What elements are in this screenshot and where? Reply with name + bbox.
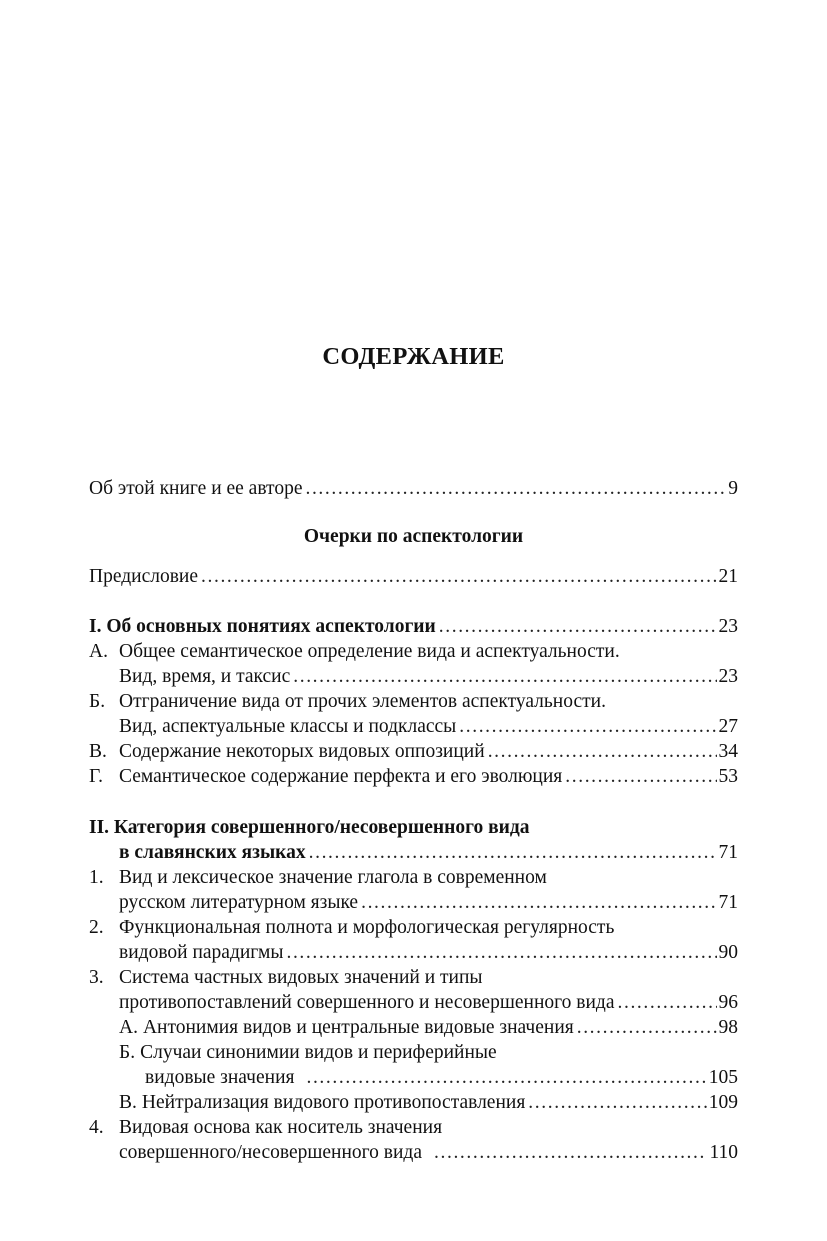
entry-text: в славянских языках — [119, 842, 306, 863]
entry-number: А. — [89, 641, 108, 662]
page-number: 21 — [718, 566, 738, 587]
entry-text: I. Об основных понятиях аспектологии — [89, 616, 436, 637]
page-number: 53 — [718, 766, 738, 787]
entry-number: 1. — [89, 867, 104, 888]
toc-entry-about[interactable] — [89, 477, 738, 501]
entry-number: 4. — [89, 1117, 104, 1138]
leader-dots — [618, 991, 717, 1015]
leader-dots — [293, 665, 716, 689]
page-number: 34 — [718, 741, 738, 762]
page-number: 105 — [708, 1067, 738, 1088]
entry-text: Общее семантическое определение вида и аспектуальности. — [119, 641, 620, 662]
toc-entry-p2-1[interactable] — [89, 866, 738, 890]
toc-entry-p2-3b[interactable] — [119, 1041, 738, 1065]
toc-entry-p1v[interactable] — [89, 740, 738, 764]
toc-entry-p2-4-cont[interactable] — [119, 1141, 738, 1165]
leader-dots — [528, 1091, 706, 1115]
page-number: 71 — [718, 842, 738, 863]
page-title: СОДЕРЖАНИЕ — [322, 343, 505, 370]
toc-entry-p2-4[interactable] — [89, 1116, 738, 1140]
page-number: 27 — [718, 716, 738, 737]
entry-text: Об этой книге и ее авторе — [89, 478, 303, 499]
toc-entry-p2-3a[interactable] — [119, 1016, 738, 1040]
entry-text: совершенного/несовершенного вида — [119, 1142, 423, 1163]
toc-entry-p2-2-cont[interactable] — [119, 941, 738, 965]
page-number: 110 — [709, 1142, 738, 1163]
toc-entry-p1a[interactable] — [89, 640, 738, 664]
entry-text: видовые значения — [145, 1067, 295, 1088]
toc-entry-p1b-cont[interactable] — [119, 715, 738, 739]
entry-text: видовой парадигмы — [119, 942, 284, 963]
entry-text: Вид и лексическое значение глагола в современном — [119, 867, 547, 888]
entry-text: противопоставлений совершенного и несовершенного вида — [119, 992, 615, 1013]
leader-dots — [286, 941, 716, 965]
entry-text: Содержание некоторых видовых оппозиций — [119, 741, 485, 762]
toc-entry-p2-3b-cont[interactable] — [145, 1066, 738, 1090]
toc-entry-p1g[interactable] — [89, 765, 738, 789]
entry-text: Антонимия видов и центральные видовые значения — [142, 1017, 574, 1038]
toc-entry-p2-3[interactable] — [89, 966, 738, 990]
entry-text: Случаи синонимии видов и периферийные — [140, 1042, 497, 1063]
page-number: 98 — [718, 1017, 738, 1038]
toc-entry-p1b[interactable] — [89, 690, 738, 714]
entry-text: Видовая основа как носитель значения — [119, 1117, 443, 1138]
entry-text: Функциональная полнота и морфологическая регулярность — [119, 917, 615, 938]
leader-dots — [361, 891, 716, 915]
entry-text: Отграничение вида от прочих элементов аспектуальности. — [119, 691, 606, 712]
toc-entry-preface[interactable] — [89, 565, 738, 589]
entry-text: Вид, аспектуальные классы и подклассы — [119, 716, 457, 737]
entry-text: Семантическое содержание перфекта и его эволюция — [119, 766, 563, 787]
entry-text: II. Категория совершенного/несовершенного вида — [89, 817, 530, 838]
page-number: 109 — [708, 1092, 738, 1113]
leader-dots — [565, 765, 716, 789]
entry-number: В. — [119, 1092, 137, 1113]
entry-number: Б. — [119, 1042, 136, 1063]
page-number: 96 — [718, 992, 738, 1013]
toc-entry-p1a-cont[interactable] — [119, 665, 738, 689]
toc-entry-part2[interactable] — [89, 816, 738, 840]
entry-text: Предисловие — [89, 566, 199, 587]
entry-text: русском литературном языке — [119, 892, 359, 913]
leader-dots — [306, 1066, 706, 1090]
entry-number: 3. — [89, 967, 104, 988]
entry-text: Вид, время, и таксис — [119, 666, 291, 687]
leader-dots — [439, 615, 717, 639]
page-number: 23 — [718, 666, 738, 687]
page-number: 71 — [718, 892, 738, 913]
leader-dots — [488, 740, 717, 764]
page-number: 90 — [718, 942, 738, 963]
entry-number: А. — [119, 1017, 138, 1038]
toc-entry-p2-3v[interactable] — [119, 1091, 738, 1115]
leader-dots — [309, 841, 717, 865]
page-number: 23 — [718, 616, 738, 637]
leader-dots — [434, 1141, 707, 1165]
entry-text: Система частных видовых значений и типы — [119, 967, 483, 988]
section-heading: Очерки по аспектологии — [303, 526, 524, 547]
entry-number: Г. — [89, 766, 103, 787]
toc-entry-p2-3-cont[interactable] — [119, 991, 738, 1015]
page-number: 9 — [728, 478, 738, 499]
entry-number: Б. — [89, 691, 106, 712]
toc-entry-p2-2[interactable] — [89, 916, 738, 940]
toc-entry-p2-1-cont[interactable] — [119, 891, 738, 915]
leader-dots — [201, 565, 716, 589]
toc-entry-part1[interactable] — [89, 615, 738, 639]
leader-dots — [459, 715, 716, 739]
entry-number: В. — [89, 741, 107, 762]
entry-number: 2. — [89, 917, 104, 938]
toc-entry-part2-cont[interactable] — [119, 841, 738, 865]
entry-text: Нейтрализация видового противопоставления — [141, 1092, 526, 1113]
leader-dots — [305, 477, 726, 501]
leader-dots — [577, 1016, 717, 1040]
